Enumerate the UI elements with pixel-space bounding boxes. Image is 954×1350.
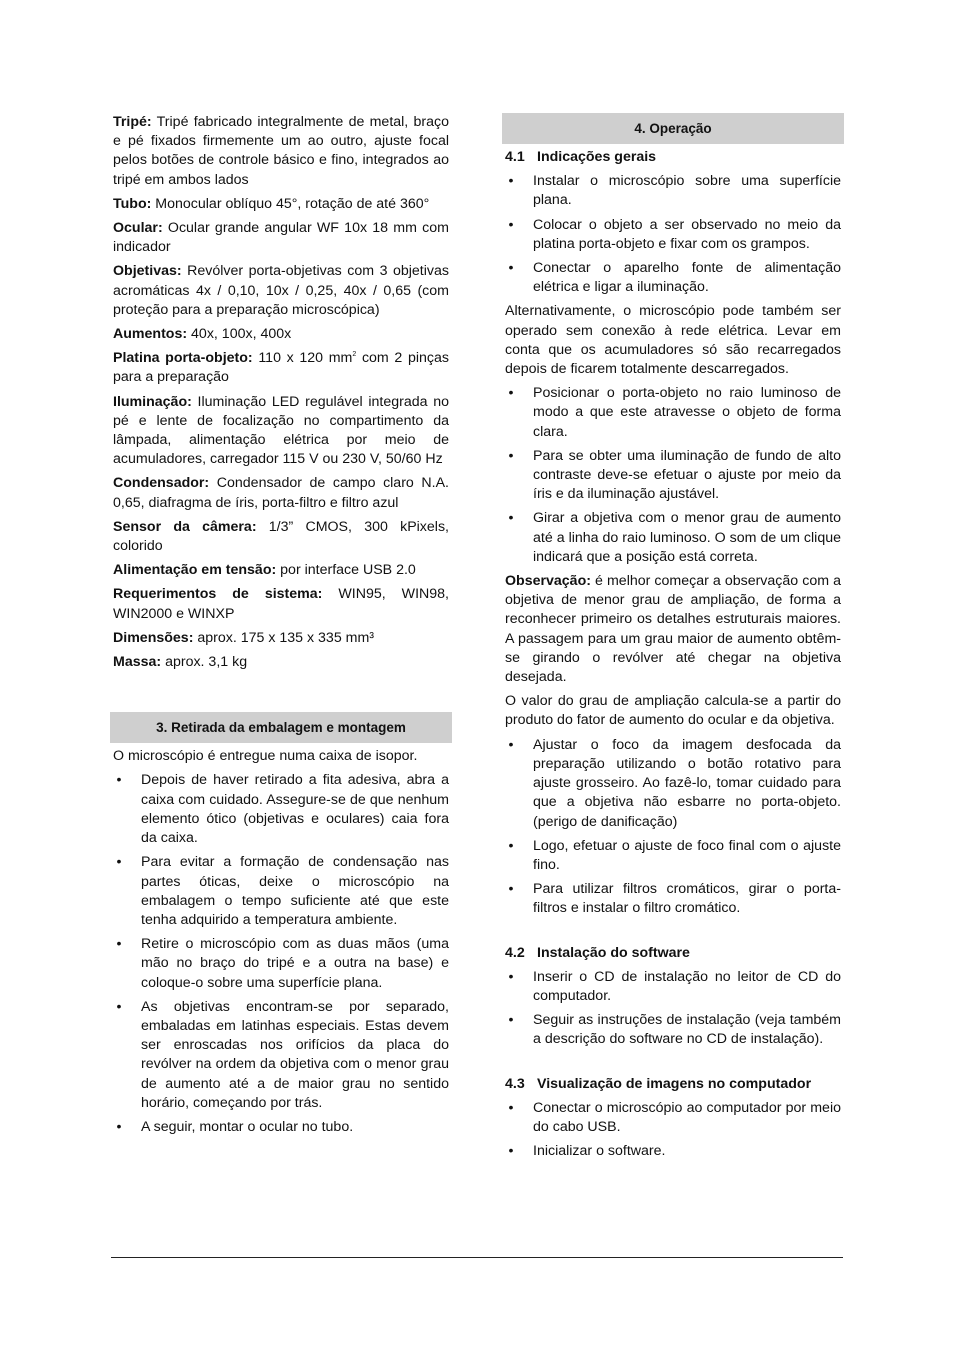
spec-text: 1/3” CMOS, 300 kPixels, colorido: [113, 518, 449, 555]
spec-label: Condensador:: [113, 475, 210, 492]
spec-label: Objetivas:: [113, 263, 182, 280]
subsection-heading: [505, 1075, 841, 1094]
left-column: [113, 113, 449, 1142]
spec-requerimentos: [113, 585, 449, 623]
bullet-icon: •: [508, 510, 514, 527]
bullet-icon: •: [116, 854, 122, 871]
list-item-text: A seguir, montar o ocular no tubo.: [141, 1118, 354, 1135]
list-item: [505, 1099, 841, 1137]
bullet-icon: •: [508, 260, 514, 277]
list-item: [505, 384, 841, 442]
list-item-text: As objetivas encontram-se por separado, embaladas em latinhas especiais. Estas devem ser enroscadas nos orifícios da placa do revólver na ordem da objetiva com o menor grau de aumento até a de maior grau no sentido horário, começando por trás.: [141, 998, 449, 1111]
spec-label: Massa:: [113, 654, 162, 671]
bullet-icon: •: [508, 1099, 514, 1116]
bullet-icon: •: [508, 1012, 514, 1029]
subsection-number: 4.1: [505, 149, 525, 165]
bullet-list: [505, 968, 841, 1050]
list-item-text: Para utilizar filtros cromáticos, girar o porta-filtros e instalar o filtro cromático.: [533, 881, 841, 917]
list-item-text: Girar a objetiva com o menor grau de aumento até a linha do raio luminoso. O som de um clique indicará que a posição está correta.: [533, 510, 841, 565]
list-item-text: Seguir as instruções de instalação (veja também a descrição do software no CD de instalação).: [533, 1012, 841, 1048]
note-paragraph: [505, 572, 841, 687]
spec-dimensoes: [113, 629, 449, 648]
spec-tripe: [113, 113, 449, 190]
bullet-icon: •: [508, 837, 514, 854]
list-item: [505, 837, 841, 875]
footer-rule: [111, 1257, 843, 1258]
spec-text: Ocular grande angular WF 10x 18 mm com indicador: [113, 220, 449, 256]
list-item: [113, 853, 449, 930]
spec-text: Monocular oblíquo 45°, rotação de até 360°: [155, 195, 430, 212]
list-item-text: Inserir o CD de instalação no leitor de CD do computador.: [533, 968, 841, 1004]
list-item: [113, 998, 449, 1113]
subsection-heading: [505, 148, 841, 167]
bullet-icon: •: [116, 1118, 122, 1135]
paragraph: Alternativamente, o microscópio pode também ser operado sem conexão à rede elétrica. Levar em conta que os acumuladores só são recarregados depois de ficarem totalmente descarregados.: [505, 303, 841, 378]
bullet-icon: •: [508, 968, 514, 985]
specifications-list: [113, 113, 449, 672]
list-item-text: Para se obter uma iluminação de fundo de alto contraste deve-se efetuar o ajuste por meio da íris e da iluminação ajustável.: [533, 447, 841, 503]
section-heading: 4. Operação: [502, 113, 844, 144]
bullet-icon: •: [508, 385, 514, 402]
spec-label: Requerimentos de sistema:: [113, 586, 323, 603]
list-item-text: Instalar o microscópio sobre uma superfície plana.: [533, 173, 841, 209]
paragraph: O valor do grau de ampliação calcula-se a partir do produto do fator de aumento do ocular e da objetiva.: [505, 693, 841, 729]
list-item-text: Ajustar o foco da imagem desfocada da preparação utilizando o botão rotativo para ajuste grosseiro. Ao fazê-lo, tomar cuidado para que a objetiva não esbarre no porta-objeto. (perigo de danificação): [533, 736, 841, 830]
spec-label: Aumentos:: [113, 326, 188, 343]
list-item-text: Para evitar a formação de condensação nas partes óticas, deixe o microscópio na embalagem o tempo suficiente até que este tenha adquirido a temperatura ambiente.: [141, 854, 449, 928]
spec-aumentos: [113, 325, 449, 344]
spacer: [505, 924, 841, 942]
section-heading: 3. Retirada da embalagem e montagem: [110, 712, 452, 743]
spec-text: Tripé fabricado integralmente de metal, braço e pé fixados firmemente um ao outro, ajuste focal pelos botões de controle básico e fino, integrados ao tripé em ambos lados: [113, 114, 449, 188]
bullet-icon: •: [508, 881, 514, 898]
spec-condensador: [113, 474, 449, 512]
spec-superscript: 2: [352, 351, 357, 359]
list-item: [505, 259, 841, 297]
spacer: [505, 1055, 841, 1073]
list-item-text: Conectar o microscópio ao computador por meio do cabo USB.: [533, 1099, 841, 1135]
paragraph: O microscópio é entregue numa caixa de isopor.: [113, 748, 418, 765]
list-item-text: Posicionar o porta-objeto no raio luminoso de modo a que este atravesse o objeto de forma clara.: [533, 385, 841, 440]
spec-objetivas: [113, 262, 449, 320]
spec-label: Iluminação:: [113, 393, 192, 410]
bullet-icon: •: [508, 173, 514, 190]
subsection-number: 4.2: [505, 944, 525, 961]
subsection-title: Visualização de imagens no computador: [537, 1075, 812, 1092]
bullet-icon: •: [508, 216, 514, 233]
bullet-icon: •: [508, 447, 514, 464]
list-item: [505, 447, 841, 505]
note-text: é melhor começar a observação com a objetiva de menor grau de ampliação, de forma a reconhecer primeiro os detalhes estruturais maiores. A passagem para um grau maior de aumento obtêm-se girando o revólver até chegar na objetiva desejada.: [505, 573, 841, 686]
bullet-list: [505, 172, 841, 297]
spec-platina: [113, 349, 449, 387]
subsection-number: 4.3: [505, 1075, 525, 1092]
list-item: [505, 968, 841, 1006]
spec-text: por interface USB 2.0: [280, 562, 416, 579]
subsection-title: Indicações gerais: [537, 149, 657, 165]
spec-text: Condensador de campo claro N.A. 0,65, diafragma de íris, porta-filtro e filtro azul: [113, 475, 449, 511]
spacer: [113, 677, 449, 712]
list-item: [505, 1011, 841, 1049]
subsection-title: Instalação do software: [537, 944, 690, 961]
bullet-icon: •: [116, 936, 122, 953]
list-item-text: Retire o microscópio com as duas mãos (uma mão no braço do tripé e a outra na base) e coloque-o sobre uma superfície plana.: [141, 936, 449, 991]
list-item-text: Logo, efetuar o ajuste de foco final com o ajuste fino.: [533, 837, 841, 873]
spec-label: Alimentação em tensão:: [113, 562, 277, 579]
spec-massa: [113, 653, 449, 672]
list-item: [505, 216, 841, 254]
list-item-text: Inicializar o software.: [533, 1143, 666, 1160]
spec-text: aprox. 3,1 kg: [165, 654, 248, 671]
bullet-list: [505, 384, 841, 567]
bullet-list: [505, 1099, 841, 1162]
list-item: [113, 771, 449, 848]
spec-alimentacao: [113, 561, 449, 580]
list-item-text: Colocar o objeto a ser observado no meio da platina porta-objeto e fixar com os grampos.: [533, 216, 841, 252]
spec-text: com 2 pinças para a preparação: [113, 350, 449, 386]
list-item: [505, 509, 841, 567]
spec-text: Iluminação LED regulável integrada no pé e lente de focalização no compartimento da lâmpada, alimentação elétrica por meio de acumuladores, carregador 115 V ou 230 V, 50/60 Hz: [113, 393, 449, 468]
spec-sensor: [113, 518, 449, 556]
spec-label: Tubo:: [113, 195, 152, 212]
bullet-icon: •: [508, 736, 514, 753]
spec-text: 40x, 100x, 400x: [191, 326, 292, 343]
spec-label: Ocular:: [113, 220, 163, 237]
bullet-list: [505, 736, 841, 919]
bullet-icon: •: [116, 998, 122, 1015]
subsection-heading: [505, 944, 841, 963]
spec-label: Sensor da câmera:: [113, 518, 257, 535]
right-column: [505, 113, 841, 1166]
spec-iluminacao: [113, 393, 449, 470]
spec-text: Revólver porta-objetivas com 3 objetivas acromáticas 4x / 0,10, 10x / 0,25, 40x / 0,65 (com proteção para a preparação microscópica): [113, 263, 449, 318]
spec-ocular: [113, 219, 449, 257]
bullet-list: [113, 771, 449, 1137]
spec-text: WIN95, WIN98, WIN2000 e WINXP: [113, 586, 449, 622]
spec-label: Platina porta-objeto:: [113, 350, 253, 367]
spec-tubo: [113, 195, 449, 214]
list-item: [113, 1118, 449, 1137]
spec-label: Tripé:: [113, 114, 152, 130]
note-label: Observação:: [505, 573, 591, 590]
list-item-text: Depois de haver retirado a fita adesiva, abra a caixa com cuidado. Assegure-se de que nenhum elemento ótico (objetivas e oculares) caia fora da caixa.: [141, 772, 449, 847]
list-item: [505, 736, 841, 832]
spec-text: 110 x 120 mm: [258, 350, 353, 367]
list-item: [505, 1142, 841, 1161]
list-item: [505, 880, 841, 918]
list-item-text: Conectar o aparelho fonte de alimentação elétrica e ligar a iluminação.: [533, 260, 841, 296]
bullet-icon: •: [116, 772, 122, 789]
bullet-icon: •: [508, 1143, 514, 1160]
list-item: [113, 935, 449, 993]
spec-label: Dimensões:: [113, 629, 194, 646]
spec-text: aprox. 175 x 135 x 335 mm³: [197, 629, 375, 646]
list-item: [505, 172, 841, 210]
